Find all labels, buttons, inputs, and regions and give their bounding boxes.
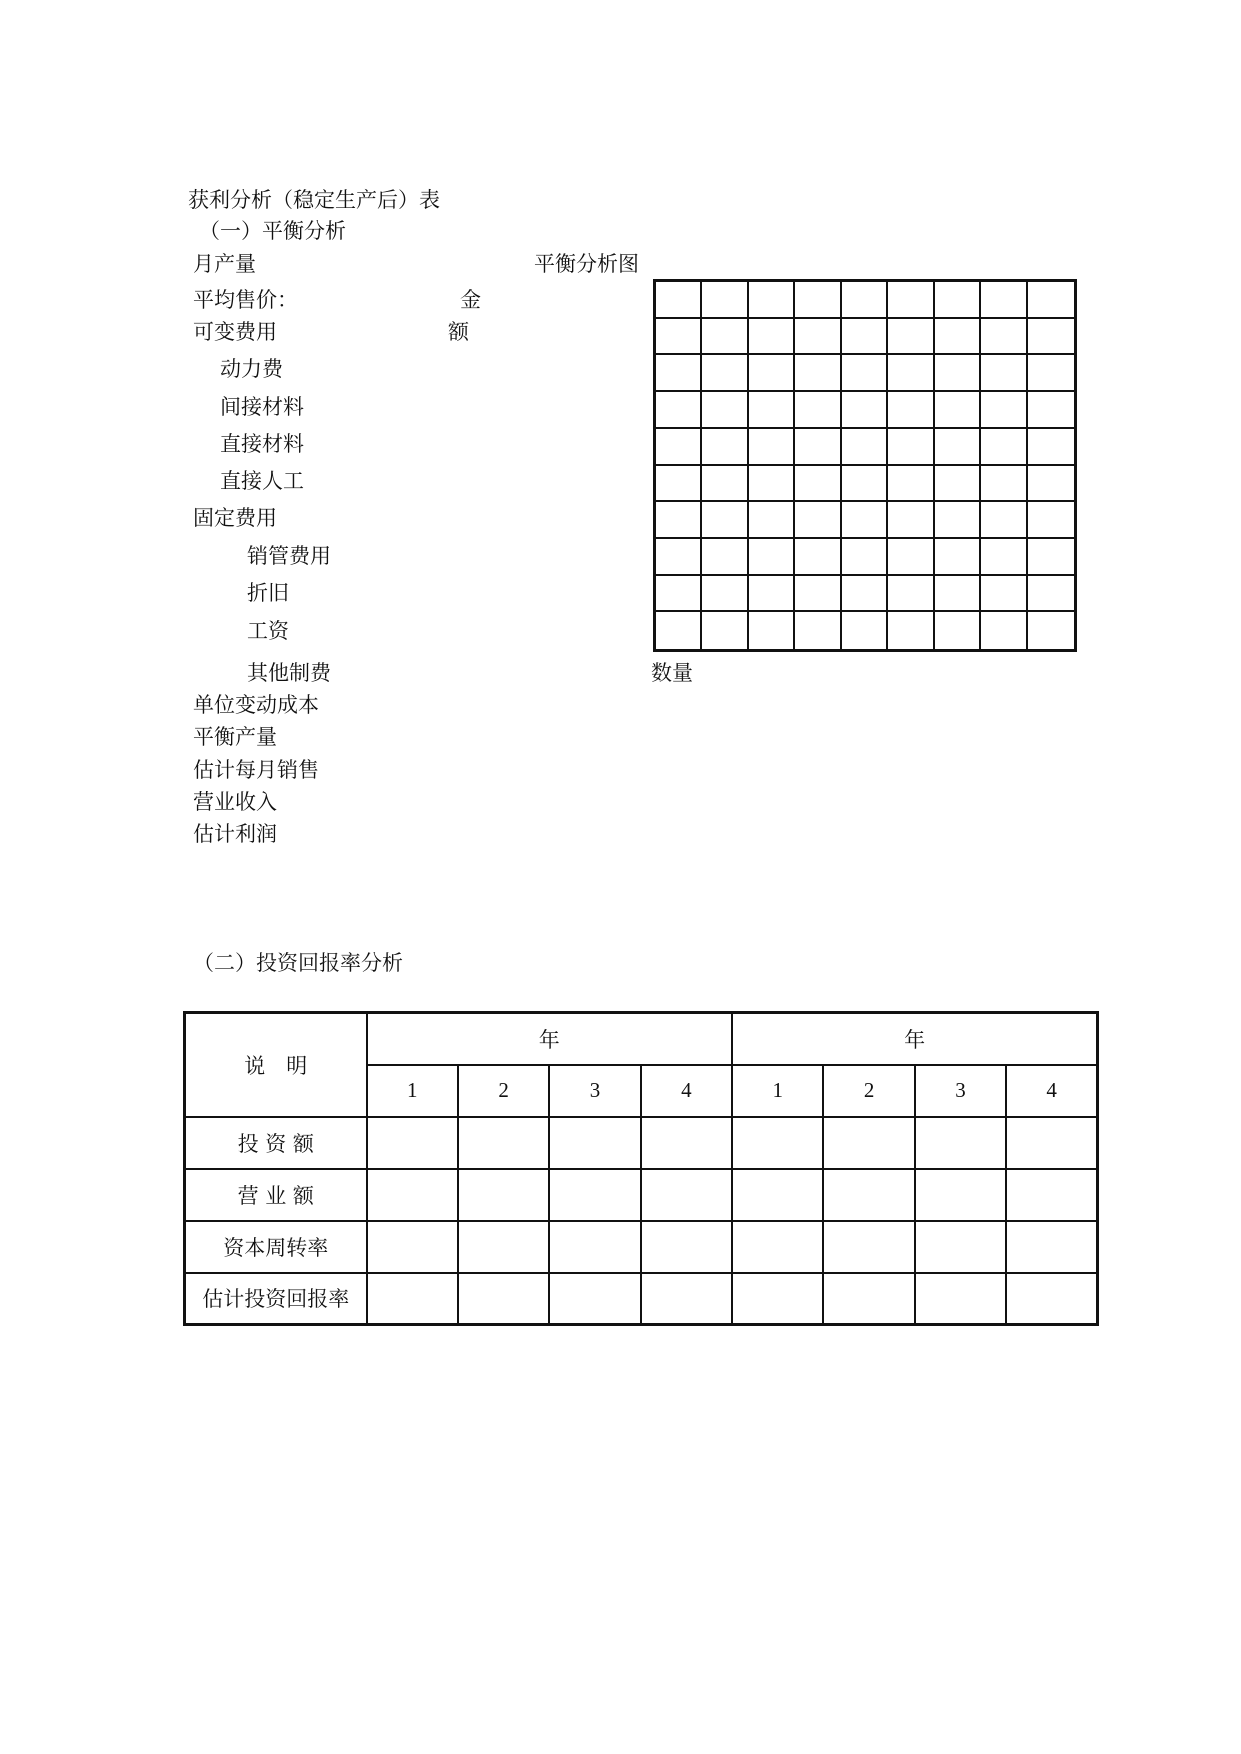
roi-cell[interactable] [549, 1273, 640, 1325]
grid-cell [1028, 576, 1074, 613]
grid-cell [749, 612, 795, 649]
grid-cell [935, 502, 981, 539]
grid-cell [656, 355, 702, 392]
grid-cell [981, 429, 1027, 466]
roi-row [185, 1169, 1098, 1221]
item-depreciation: 折旧 [247, 581, 289, 605]
roi-col-header: 1 [367, 1065, 458, 1117]
grid-cell [795, 355, 841, 392]
grid-cell [1028, 466, 1074, 503]
grid-cell [888, 319, 934, 356]
grid-cell [749, 392, 795, 429]
grid-cell [888, 466, 934, 503]
grid-cell [842, 576, 888, 613]
grid-cell [1028, 282, 1074, 319]
chart-title: 平衡分析图 [534, 252, 639, 276]
grid-cell [702, 466, 748, 503]
grid-cell [702, 355, 748, 392]
item-fixed-cost: 固定费用 [193, 506, 277, 530]
roi-cell[interactable] [732, 1117, 823, 1169]
roi-col-header: 1 [732, 1065, 823, 1117]
roi-cell[interactable] [458, 1169, 549, 1221]
roi-cell[interactable] [549, 1117, 640, 1169]
roi-cell[interactable] [1006, 1273, 1097, 1325]
roi-cell[interactable] [641, 1273, 732, 1325]
grid-cell [656, 319, 702, 356]
grid-cell [935, 612, 981, 649]
grid-cell [935, 429, 981, 466]
roi-year-group-2: 年 [732, 1013, 1098, 1065]
grid-cell [888, 355, 934, 392]
grid-cell [749, 319, 795, 356]
section-breakeven-title: （一）平衡分析 [199, 219, 346, 243]
grid-cell [1028, 319, 1074, 356]
grid-cell [1028, 612, 1074, 649]
roi-row [185, 1221, 1098, 1273]
grid-cell [842, 502, 888, 539]
roi-row-label: 估计投资回报率 [185, 1273, 367, 1325]
roi-cell[interactable] [915, 1117, 1006, 1169]
grid-cell [702, 502, 748, 539]
grid-cell [981, 539, 1027, 576]
item-direct-material: 直接材料 [220, 432, 304, 456]
grid-cell [935, 319, 981, 356]
grid-cell [749, 282, 795, 319]
roi-cell[interactable] [549, 1169, 640, 1221]
grid-cell [702, 576, 748, 613]
roi-cell[interactable] [915, 1169, 1006, 1221]
item-other-overhead: 其他制费 [247, 661, 331, 685]
roi-cell[interactable] [458, 1221, 549, 1273]
roi-row [185, 1273, 1098, 1325]
grid-cell [842, 319, 888, 356]
grid-cell [981, 502, 1027, 539]
roi-cell[interactable] [915, 1221, 1006, 1273]
grid-cell [656, 502, 702, 539]
grid-cell [888, 612, 934, 649]
grid-cell [842, 355, 888, 392]
roi-cell[interactable] [458, 1273, 549, 1325]
grid-cell [842, 392, 888, 429]
grid-cell [749, 502, 795, 539]
roi-cell[interactable] [823, 1273, 914, 1325]
roi-col-header: 4 [641, 1065, 732, 1117]
grid-cell [702, 319, 748, 356]
grid-cell [656, 539, 702, 576]
grid-cell [935, 466, 981, 503]
roi-cell[interactable] [641, 1221, 732, 1273]
roi-cell[interactable] [641, 1117, 732, 1169]
roi-row-label: 资本周转率 [185, 1221, 367, 1273]
grid-cell [888, 392, 934, 429]
item-revenue: 营业收入 [193, 790, 277, 814]
roi-cell[interactable] [732, 1273, 823, 1325]
roi-cell[interactable] [367, 1221, 458, 1273]
item-indirect-material: 间接材料 [220, 395, 304, 419]
roi-cell[interactable] [823, 1169, 914, 1221]
grid-cell [981, 319, 1027, 356]
roi-cell[interactable] [367, 1169, 458, 1221]
grid-cell [749, 576, 795, 613]
grid-cell [795, 502, 841, 539]
grid-cell [1028, 429, 1074, 466]
grid-cell [1028, 502, 1074, 539]
item-est-monthly-sales: 估计每月销售 [193, 758, 319, 782]
roi-col-header: 3 [915, 1065, 1006, 1117]
grid-cell [702, 429, 748, 466]
grid-cell [702, 282, 748, 319]
grid-cell [842, 429, 888, 466]
grid-cell [749, 429, 795, 466]
grid-cell [656, 576, 702, 613]
grid-cell [981, 392, 1027, 429]
grid-cell [656, 612, 702, 649]
grid-cell [935, 576, 981, 613]
roi-cell[interactable] [367, 1117, 458, 1169]
roi-cell[interactable] [915, 1273, 1006, 1325]
roi-cell[interactable] [641, 1169, 732, 1221]
grid-cell [981, 612, 1027, 649]
roi-cell[interactable] [823, 1117, 914, 1169]
grid-cell [795, 576, 841, 613]
roi-cell[interactable] [823, 1221, 914, 1273]
grid-cell [795, 429, 841, 466]
grid-cell [702, 392, 748, 429]
grid-cell [656, 429, 702, 466]
grid-cell [749, 466, 795, 503]
roi-year-group-1: 年 [367, 1013, 733, 1065]
grid-cell [888, 539, 934, 576]
item-unit-variable-cost: 单位变动成本 [193, 693, 319, 717]
grid-cell [888, 282, 934, 319]
roi-col-header: 4 [1006, 1065, 1097, 1117]
item-sales-admin: 销管费用 [247, 544, 331, 568]
grid-cell [656, 392, 702, 429]
grid-cell [981, 282, 1027, 319]
roi-col-header: 3 [549, 1065, 640, 1117]
roi-cell[interactable] [549, 1221, 640, 1273]
roi-col-header: 2 [458, 1065, 549, 1117]
roi-row-label: 投 资 额 [185, 1117, 367, 1169]
item-direct-labor: 直接人工 [220, 469, 304, 493]
grid-cell [795, 466, 841, 503]
grid-cell [981, 466, 1027, 503]
roi-row [185, 1117, 1098, 1169]
grid-cell [888, 502, 934, 539]
grid-cell [795, 282, 841, 319]
item-breakeven-output: 平衡产量 [193, 725, 277, 749]
roi-row-label: 营 业 额 [185, 1169, 367, 1221]
grid-cell [749, 355, 795, 392]
grid-cell [842, 466, 888, 503]
grid-cell [795, 612, 841, 649]
roi-cell[interactable] [1006, 1169, 1097, 1221]
chart-y-label-bottom: 额 [448, 320, 469, 344]
chart-y-label-top: 金 [460, 288, 481, 312]
grid-cell [702, 612, 748, 649]
document-title: 获利分析（稳定生产后）表 [188, 188, 440, 212]
roi-table [183, 1011, 1099, 1326]
item-power: 动力费 [220, 357, 283, 381]
item-variable-cost: 可变费用 [193, 320, 277, 344]
grid-cell [935, 539, 981, 576]
grid-cell [888, 576, 934, 613]
roi-cell[interactable] [1006, 1221, 1097, 1273]
grid-cell [935, 392, 981, 429]
grid-cell [842, 282, 888, 319]
breakeven-chart-grid [653, 279, 1077, 652]
chart-x-label: 数量 [651, 661, 693, 685]
grid-cell [795, 392, 841, 429]
grid-cell [795, 539, 841, 576]
roi-cell[interactable] [732, 1221, 823, 1273]
section-roi-title: （二）投资回报率分析 [193, 951, 403, 975]
grid-cell [1028, 392, 1074, 429]
grid-cell [656, 466, 702, 503]
roi-cell[interactable] [732, 1169, 823, 1221]
grid-cell [1028, 355, 1074, 392]
grid-cell [656, 282, 702, 319]
item-wages: 工资 [247, 619, 289, 643]
grid-cell [842, 539, 888, 576]
item-avg-price: 平均售价： [193, 288, 298, 312]
roi-col-header: 2 [823, 1065, 914, 1117]
grid-cell [935, 282, 981, 319]
item-monthly-output: 月产量 [193, 252, 256, 276]
grid-cell [1028, 539, 1074, 576]
grid-cell [749, 539, 795, 576]
roi-desc-header: 说 明 [185, 1013, 367, 1117]
item-est-profit: 估计利润 [193, 822, 277, 846]
roi-cell[interactable] [367, 1273, 458, 1325]
grid-cell [935, 355, 981, 392]
grid-cell [981, 355, 1027, 392]
grid-cell [702, 539, 748, 576]
grid-cell [981, 576, 1027, 613]
grid-cell [888, 429, 934, 466]
roi-cell[interactable] [458, 1117, 549, 1169]
roi-cell[interactable] [1006, 1117, 1097, 1169]
grid-cell [842, 612, 888, 649]
grid-cell [795, 319, 841, 356]
